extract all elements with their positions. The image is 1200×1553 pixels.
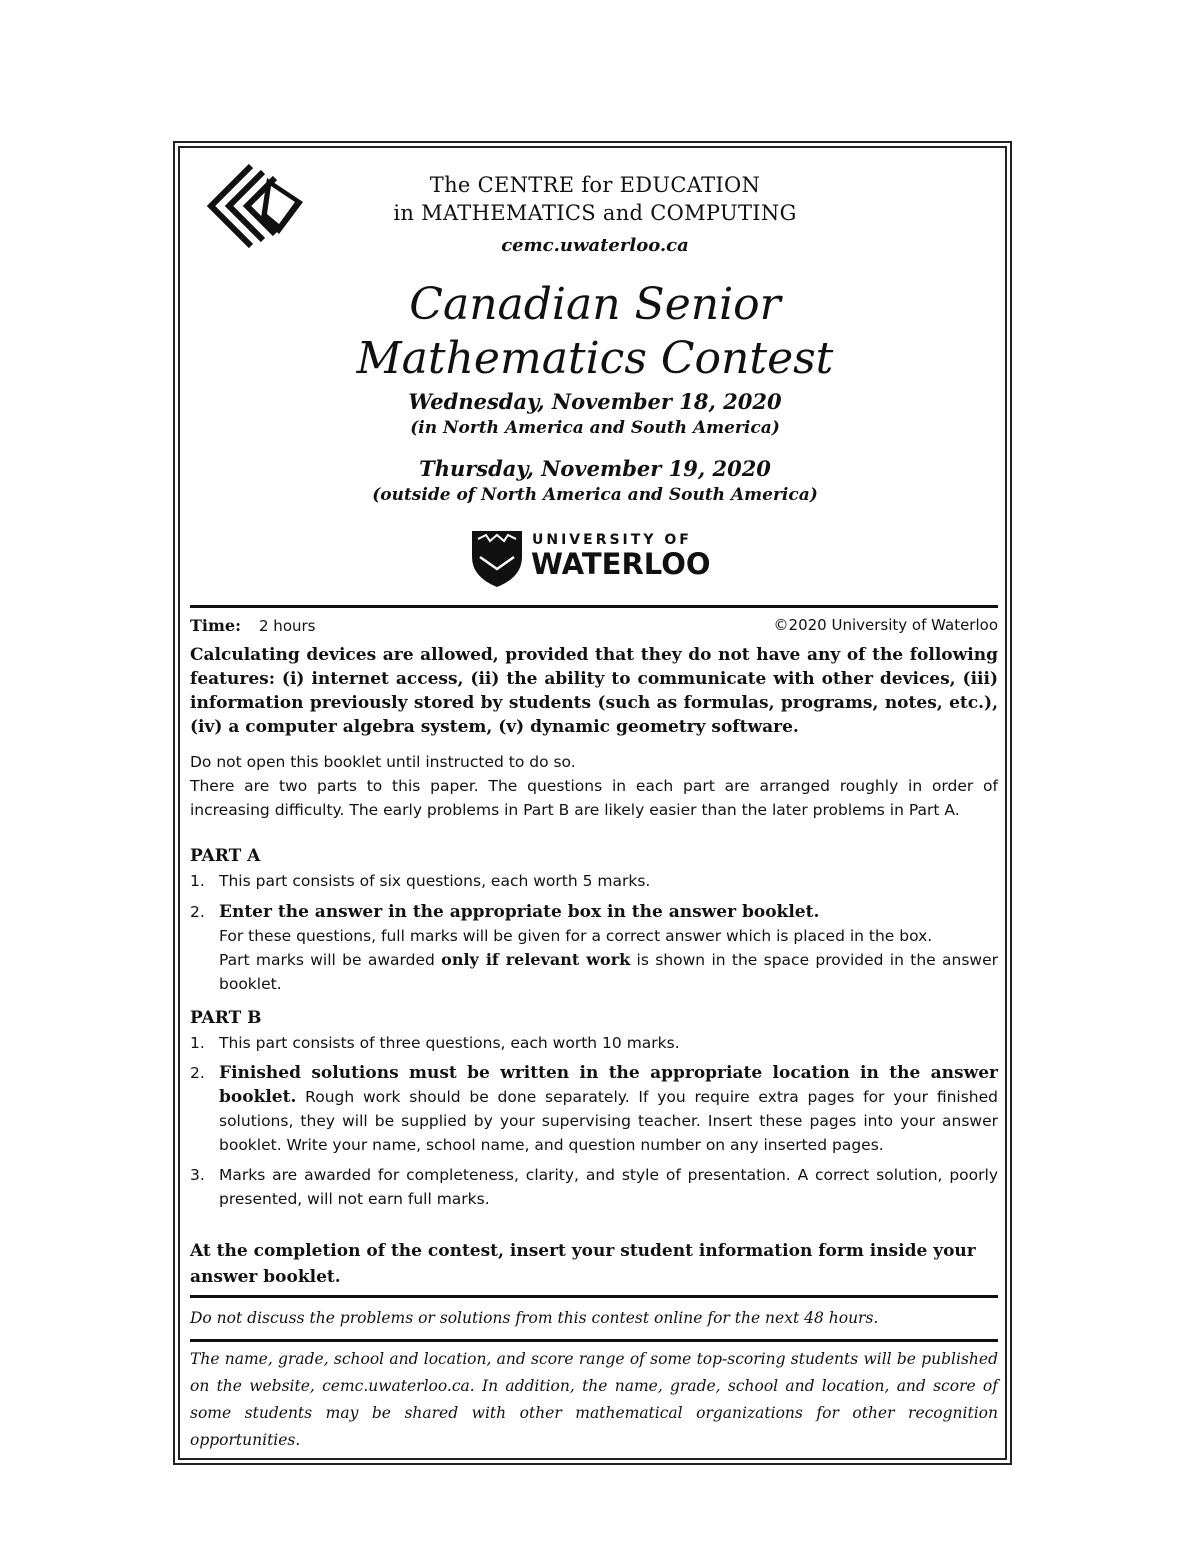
item-line-3-bold: only if relevant work <box>441 950 631 969</box>
calculator-rules: Calculating devices are allowed, provided that they do not have any of the following features: (i) internet access, (ii) the ability to communicate with other devices, (iii) information previously stored by students (such as formulas, programs, notes, etc.), (iv) a computer algebra system, (v) dynamic geometry software. <box>190 645 998 737</box>
item-line-3-end: is shown in the space provided in the answer booklet. <box>219 951 998 993</box>
section-rule-bottom <box>190 1339 998 1342</box>
part-b-item-2 <box>190 1061 998 1157</box>
uw-logo-line1: UNIVERSITY OF <box>532 532 692 548</box>
item-number: 3. <box>190 1166 205 1184</box>
org-name-line2: in MATHEMATICS and COMPUTING <box>393 201 797 225</box>
part-a-item-2 <box>190 900 998 996</box>
two-parts-text: There are two parts to this paper. The questions in each part are arranged roughly in order of increasing difficulty. The early problems in Part B are likely easier than the later problems in Part A. <box>190 777 998 819</box>
section-rule-middle <box>190 1295 998 1298</box>
section-rule-top <box>190 605 998 608</box>
university-of-waterloo-logo <box>470 527 730 589</box>
date-2: Thursday, November 19, 2020 <box>419 456 771 481</box>
item-bold-text: Finished solutions must be written in the appropriate location in the answer booklet. <box>219 1063 998 1107</box>
do-not-open-text: Do not open this booklet until instructed to do so. <box>190 753 576 771</box>
org-url: cemc.uwaterloo.ca <box>501 235 689 256</box>
part-b-section <box>190 1008 998 1211</box>
instructions-general <box>190 750 998 822</box>
time-value: 2 hours <box>259 617 316 635</box>
item-text <box>219 1061 998 1157</box>
time-info <box>190 616 315 635</box>
part-a-section <box>190 846 998 996</box>
date-2-note: (outside of North America and South America) <box>372 485 818 505</box>
title-line1: Canadian Senior <box>409 279 781 330</box>
organization-header <box>280 171 910 256</box>
title-line2: Mathematics Contest <box>356 333 834 384</box>
completion-instruction: At the completion of the contest, insert your student information form inside your answer booklet. <box>190 1241 976 1287</box>
uw-logo-line2: WATERLOO <box>531 547 711 581</box>
part-b-heading: PART B <box>190 1008 262 1028</box>
discuss-notice: Do not discuss the problems or solutions from this contest online for the next 48 hours. <box>190 1309 879 1327</box>
item-number: 1. <box>190 1034 205 1052</box>
contest-title <box>190 278 1000 386</box>
item-number: 2. <box>190 1064 205 1082</box>
date-block-2 <box>190 456 1000 505</box>
part-a-item-1 <box>190 869 998 893</box>
item-bold-text: Enter the answer in the appropriate box in the answer booklet. <box>219 902 820 922</box>
part-b-item-1 <box>190 1031 998 1055</box>
item-text: This part consists of six questions, each worth 5 marks. <box>219 872 651 890</box>
item-line-2: For these questions, full marks will be given for a correct answer which is placed in the box. <box>219 927 933 945</box>
item-number: 2. <box>190 903 205 921</box>
org-name-line1: The CENTRE for EDUCATION <box>429 173 761 197</box>
part-a-heading: PART A <box>190 846 261 866</box>
shield-icon <box>472 531 522 587</box>
item-number: 1. <box>190 872 205 890</box>
publish-notice: The name, grade, school and location, and score range of some top-scoring students will be published on the website, cemc.uwaterloo.ca. In addition, the name, grade, school and location, and score of some students may be shared with other mathematical organizations for other recognition opportunities. <box>190 1350 998 1449</box>
item-rest-text: Rough work should be done separately. If you require extra pages for your finished solutions, they will be supplied by your supervising teacher. Insert these pages into your answer booklet. Write your name, school name, and question number on any inserted pages. <box>219 1088 998 1154</box>
time-label: Time: <box>190 616 241 635</box>
item-text: This part consists of three questions, each worth 10 marks. <box>219 1034 680 1052</box>
part-b-item-3 <box>190 1163 998 1211</box>
copyright: ©2020 University of Waterloo <box>773 616 998 634</box>
date-block-1 <box>190 389 1000 438</box>
date-1: Wednesday, November 18, 2020 <box>408 389 782 414</box>
item-text <box>219 900 998 996</box>
time-row <box>190 616 998 635</box>
item-text: Marks are awarded for completeness, clarity, and style of presentation. A correct solution, poorly presented, will not earn full marks. <box>219 1166 998 1208</box>
item-line-3-start: Part marks will be awarded <box>219 951 442 969</box>
date-1-note: (in North America and South America) <box>410 418 780 438</box>
